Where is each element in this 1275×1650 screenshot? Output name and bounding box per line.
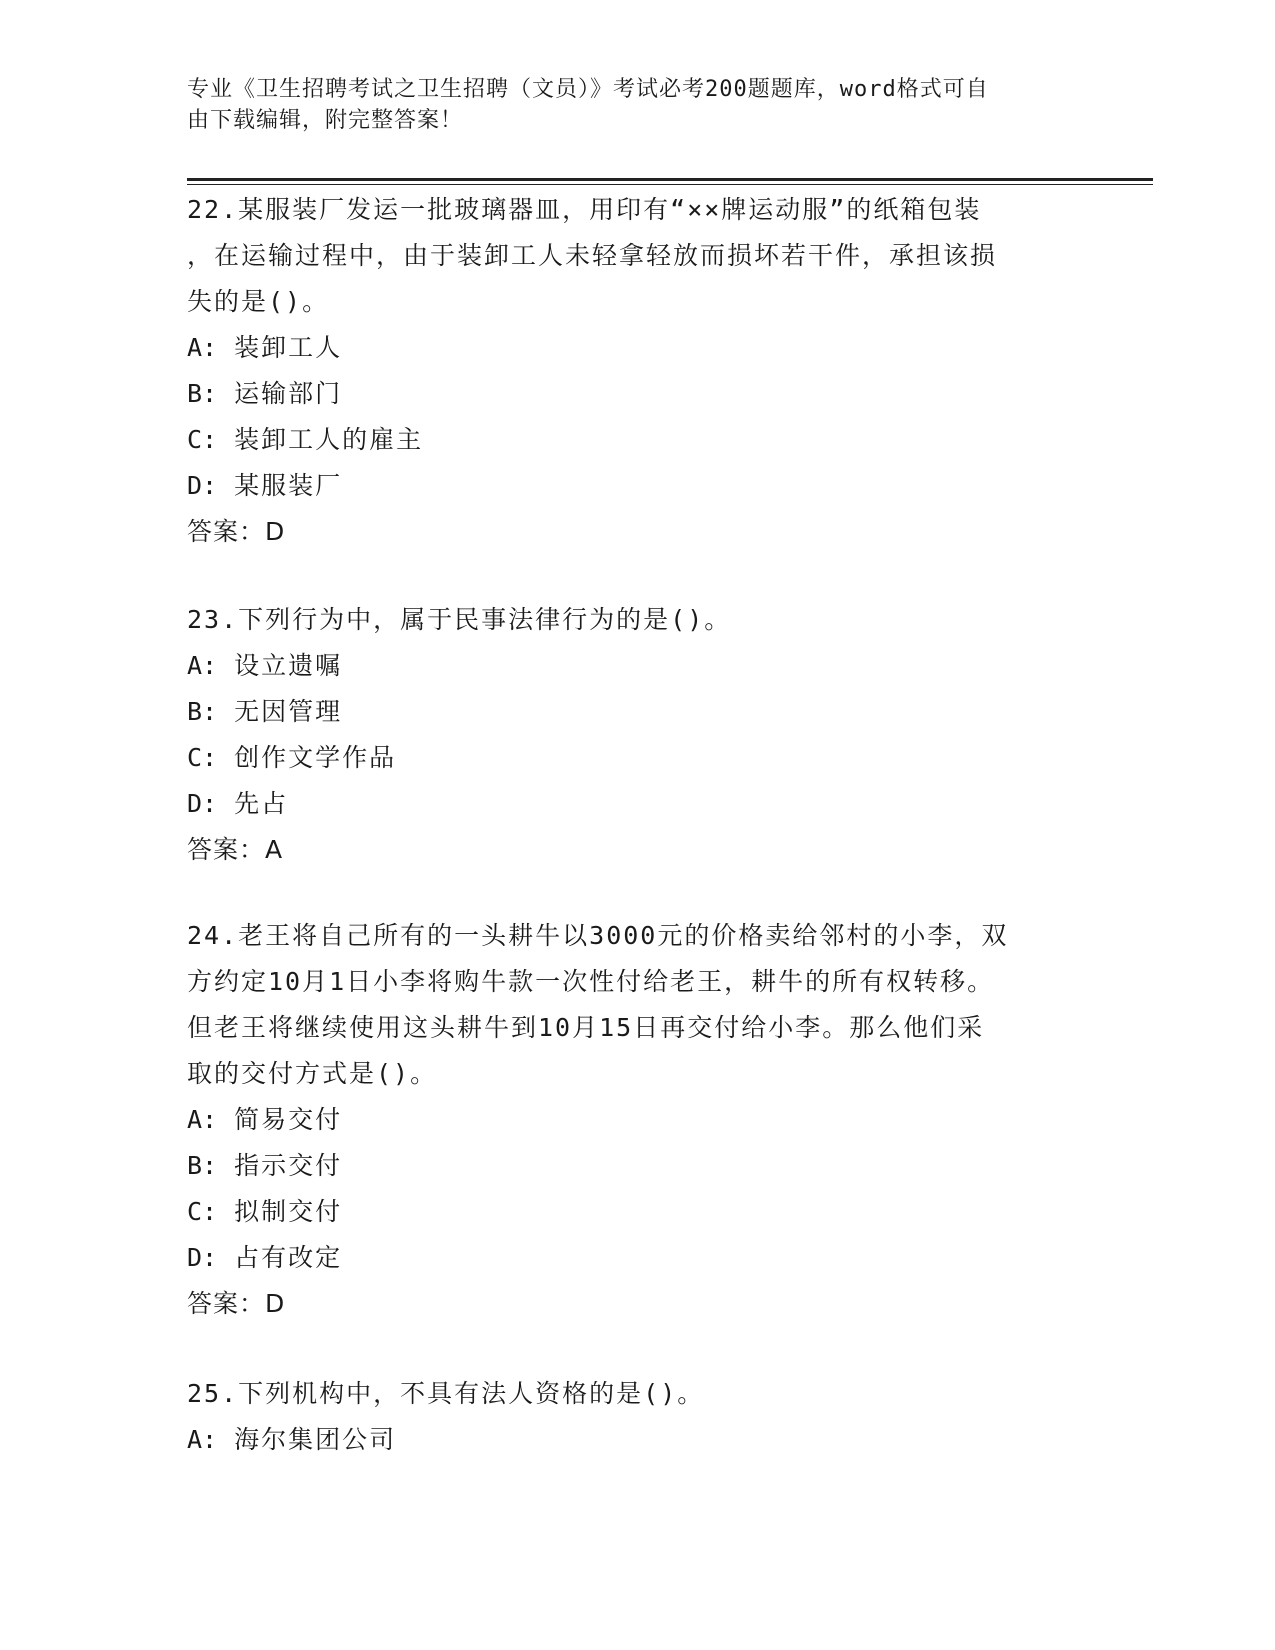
question-22: [187, 187, 1087, 555]
option-letter: C:: [187, 1197, 218, 1226]
question-24: [187, 913, 1087, 1327]
option-a: [187, 1417, 1087, 1463]
option-c: [187, 417, 1087, 463]
option-text: 创作文学作品: [234, 743, 397, 772]
stem-line: 22.某服装厂发运一批玻璃器皿，用印有“××牌运动服”的纸箱包装: [187, 195, 982, 224]
option-text: 装卸工人: [234, 333, 343, 362]
answer-line: 答案：A: [187, 835, 284, 864]
stem-line: 25.下列机构中，不具有法人资格的是()。: [187, 1379, 705, 1408]
option-b: [187, 371, 1087, 417]
question-stem: [187, 913, 1087, 1097]
stem-line: 但老王将继续使用这头耕牛到10月15日再交付给小李。那么他们采: [187, 1013, 985, 1042]
option-letter: D:: [187, 789, 218, 818]
option-letter: D:: [187, 1243, 218, 1272]
question-25: [187, 1371, 1087, 1463]
option-text: 先占: [234, 789, 289, 818]
option-letter: A:: [187, 1105, 218, 1134]
header-line-2: 由下载编辑，附完整答案！: [187, 108, 464, 133]
option-c: [187, 735, 1087, 781]
header-divider-thick: [187, 178, 1153, 181]
option-text: 运输部门: [234, 379, 343, 408]
question-stem: [187, 597, 1087, 643]
stem-line: 失的是()。: [187, 287, 330, 316]
option-letter: C:: [187, 425, 218, 454]
option-text: 占有改定: [234, 1243, 343, 1272]
option-letter: B:: [187, 697, 218, 726]
question-23: [187, 597, 1087, 873]
answer-line: 答案：D: [187, 517, 286, 546]
question-stem: [187, 187, 1087, 325]
stem-line: 23.下列行为中，属于民事法律行为的是()。: [187, 605, 732, 634]
option-letter: D:: [187, 471, 218, 500]
option-b: [187, 689, 1087, 735]
option-letter: C:: [187, 743, 218, 772]
stem-line: 24.老王将自己所有的一头耕牛以3000元的价格卖给邻村的小李，双: [187, 921, 1009, 950]
question-stem: [187, 1371, 1087, 1417]
option-text: 拟制交付: [234, 1197, 343, 1226]
option-text: 设立遗嘱: [234, 651, 343, 680]
option-a: [187, 643, 1087, 689]
option-text: 某服装厂: [234, 471, 343, 500]
option-text: 海尔集团公司: [234, 1425, 397, 1454]
option-letter: A:: [187, 651, 218, 680]
option-text: 指示交付: [234, 1151, 343, 1180]
option-letter: A:: [187, 333, 218, 362]
option-b: [187, 1143, 1087, 1189]
option-a: [187, 1097, 1087, 1143]
stem-line: ，在运输过程中，由于装卸工人未轻拿轻放而损坏若干件，承担该损: [187, 241, 998, 270]
option-text: 装卸工人的雇主: [234, 425, 424, 454]
option-a: [187, 325, 1087, 371]
answer-line: 答案：D: [187, 1289, 286, 1318]
option-d: [187, 463, 1087, 509]
option-letter: A:: [187, 1425, 218, 1454]
header-line-1: 专业《卫生招聘考试之卫生招聘（文员）》考试必考200题题库，word格式可自: [187, 77, 989, 102]
option-c: [187, 1189, 1087, 1235]
option-text: 无因管理: [234, 697, 343, 726]
option-letter: B:: [187, 379, 218, 408]
option-d: [187, 781, 1087, 827]
document-header: [187, 74, 1087, 136]
option-d: [187, 1235, 1087, 1281]
header-divider-thin: [187, 184, 1153, 185]
stem-line: 取的交付方式是()。: [187, 1059, 438, 1088]
option-text: 简易交付: [234, 1105, 343, 1134]
option-letter: B:: [187, 1151, 218, 1180]
stem-line: 方约定10月1日小李将购牛款一次性付给老王，耕牛的所有权转移。: [187, 967, 995, 996]
